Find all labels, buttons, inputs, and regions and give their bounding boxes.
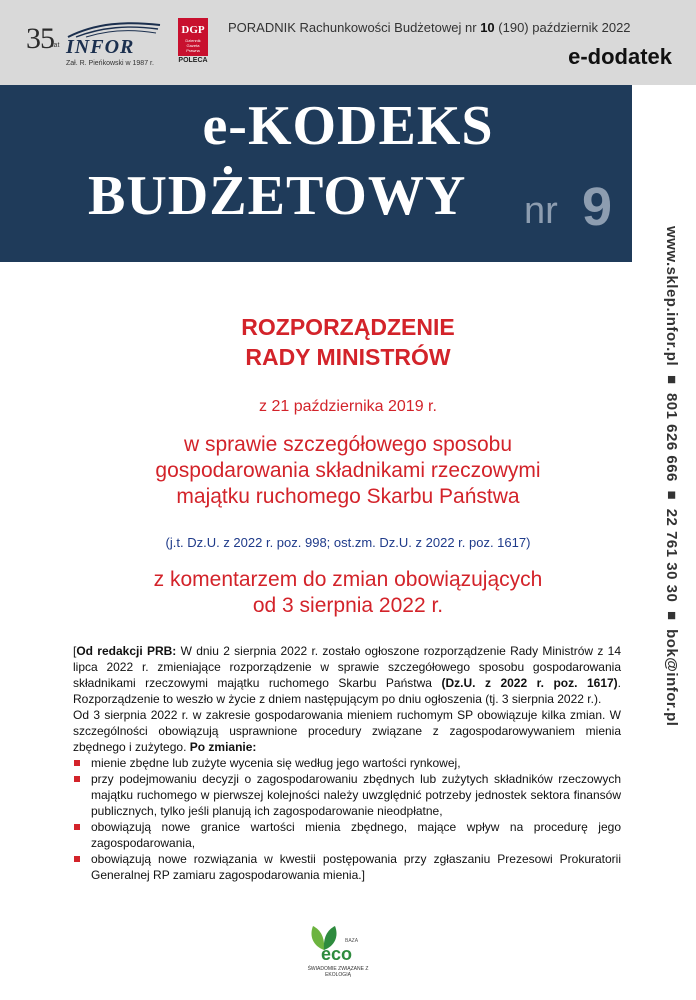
regulation-heading-line-2: RADY MINISTRÓW — [245, 344, 451, 370]
dgp-logo-subtitle: Dziennik Gazeta Prawna — [185, 38, 201, 53]
eco-word: eco — [321, 944, 353, 964]
list-item — [73, 771, 621, 819]
dgp-logo-text: DGP — [181, 24, 205, 36]
list-item — [73, 851, 621, 883]
logo-founder: Zał. R. Pieńkowski w 1987 r. — [66, 60, 154, 67]
editorial-p2-bold: Po zmianie: — [189, 740, 257, 754]
infor-logo — [26, 18, 166, 74]
logo-anniversary-lat: lat — [52, 42, 60, 49]
commentary-line-1: z komentarzem do zmian obowiązujących — [153, 568, 543, 591]
list-item — [73, 819, 621, 851]
issue-number: 10 — [480, 20, 495, 35]
issue-suffix: (190) październik 2022 — [498, 20, 631, 35]
list-item-text: przy podejmowaniu decyzji o zagospodarowaniu zbędnych lub zużytych składników rzeczowych majątku ruchomego w pierwszej kolejności należy uwzględnić potrzeby jednostek sektora finansów publicznych, tylko jeśli planują ich zagospodarowanie nieodpłatne, — [91, 772, 621, 818]
editorial-note — [73, 643, 621, 883]
issue-nr-label: nr — [524, 190, 558, 232]
regulation-heading-line-1: ROZPORZĄDZENIE — [241, 314, 455, 340]
dgp-logo — [178, 18, 208, 56]
subject-line-1: w sprawie szczegółowego sposobu — [183, 433, 512, 456]
list-item-text: mienie zbędne lub zużyte wycenia się według jego wartości rynkowej, — [91, 756, 461, 770]
regulation-date: z 21 października 2019 r. — [259, 398, 437, 415]
editorial-lead: Od redakcji PRB: — [76, 644, 177, 658]
list-item — [73, 755, 621, 771]
bullet-icon — [74, 824, 80, 830]
editorial-p2-text: Od 3 sierpnia 2022 r. w zakresie gospodarowania mieniem ruchomym SP obowiązuje kilka zmian. W szczególności obowiązują usprawnione procedury związane z zagospodarowywaniem mienia zbędnego i zużytego. — [73, 708, 621, 754]
bullet-icon — [74, 776, 80, 782]
issue-nr-value: 9 — [582, 177, 613, 237]
issue-line — [228, 20, 631, 35]
commentary-heading — [0, 567, 696, 619]
legal-reference: (j.t. Dz.U. z 2022 r. poz. 998; ost.zm. Dz.U. z 2022 r. poz. 1617) — [165, 535, 531, 550]
subject-line-2: gospodarowania składnikami rzeczowymi — [155, 459, 541, 482]
publication-prefix: PORADNIK Rachunkowości Budżetowej nr — [228, 20, 477, 35]
editorial-p1-text: W dniu 2 sierpnia 2022 r. zostało ogłoszone rozporządzenie Rady Ministrów z 14 lipca 2022 r. zmieniające rozporządzenie w sprawie szczegółowego sposobu gospodarowania składnikami rzeczowymi majątku ruchomego Skarbu Państwa — [73, 644, 621, 690]
open-bracket: [ — [73, 644, 77, 658]
commentary-line-2: od 3 sierpnia 2022 r. — [252, 594, 444, 617]
bullet-icon — [74, 856, 80, 862]
eco-logo — [303, 924, 373, 980]
bullet-icon — [74, 760, 80, 766]
logo-name: INFOR — [66, 36, 135, 58]
contact-sidebar: www.sklep.infor.pl ■ 801 626 666 ■ 22 761 30 30 ■ bok@infor.pl — [663, 226, 680, 727]
title-line-1: e-KODEKS — [202, 95, 494, 157]
list-item-text: obowiązują nowe granice wartości mienia zbędnego, mające wpływ na procedurę jego zagospodarowania, — [91, 820, 621, 850]
edition-label: e-dodatek — [568, 44, 672, 69]
editorial-paragraph-1 — [73, 643, 621, 707]
editorial-paragraph-2 — [73, 707, 621, 755]
eco-badge: BAZA — [345, 938, 359, 944]
editorial-p1-ref: (Dz.U. z 2022 r. poz. 1617) — [441, 676, 618, 690]
logo-anniversary-number: 35 — [26, 22, 54, 55]
regulation-subject — [0, 432, 696, 510]
title-line-2: BUDŻETOWY — [88, 165, 467, 227]
eco-caption: ŚWIADOMIE ZWIĄZANE Z EKOLOGIĄ — [307, 966, 369, 978]
list-item-text: obowiązują nowe rozwiązania w kwestii postępowania przy zgłaszaniu Prezesowi Prokuratorii Generalnej RP zamiaru zagospodarowania mienia.] — [91, 852, 621, 882]
editorial-p1-tail: . Rozporządzenie to weszło w życie z dniem następującym po dniu ogłoszenia (tj. 3 sierpnia 2022 r.). — [73, 676, 622, 706]
changes-list — [73, 755, 621, 883]
subject-line-3: majątku ruchomego Skarbu Państwa — [176, 485, 520, 508]
dgp-recommends: POLECA — [178, 57, 208, 64]
